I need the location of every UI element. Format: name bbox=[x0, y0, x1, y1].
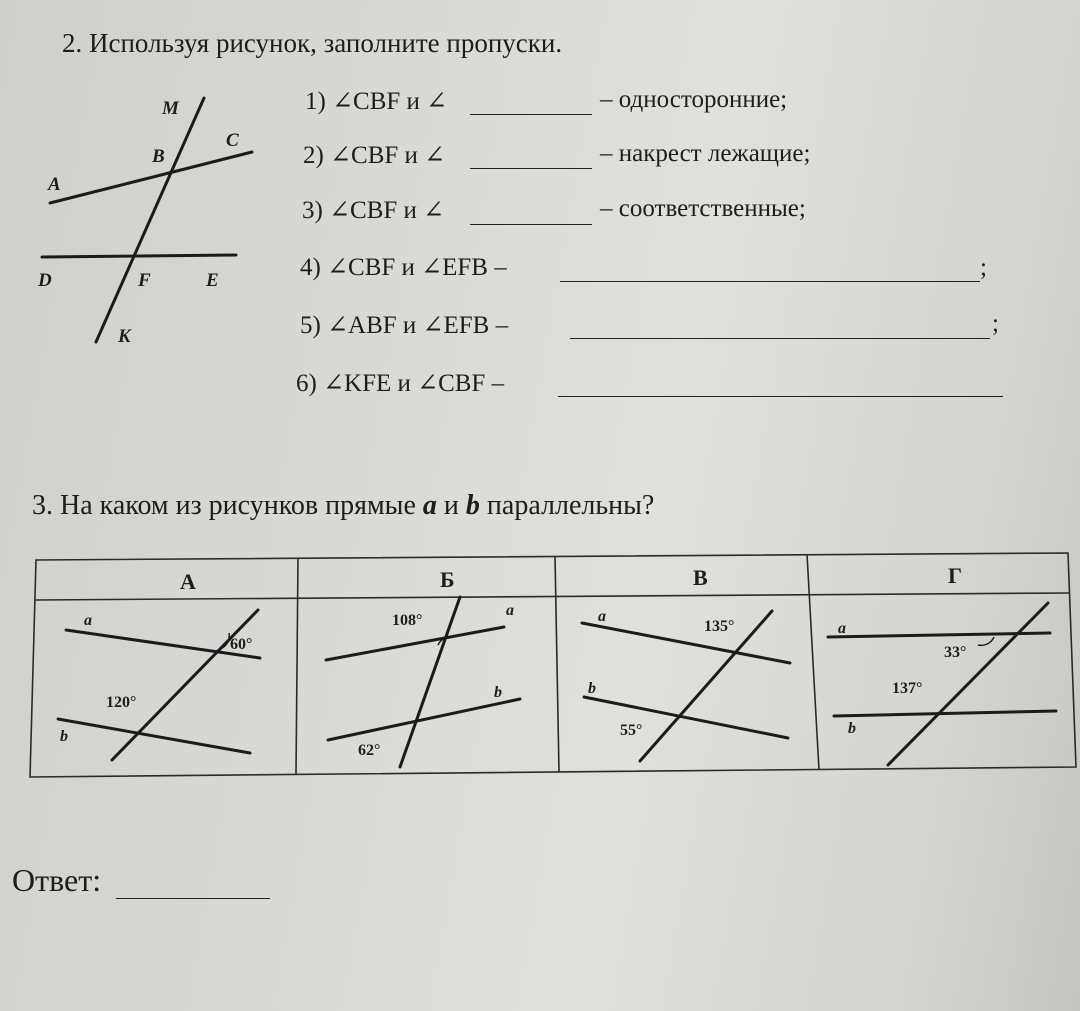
figure-a-lines bbox=[58, 610, 260, 760]
figure-g-arc bbox=[978, 637, 994, 645]
task3-table bbox=[0, 545, 1080, 785]
figure-b-label-b: b bbox=[494, 684, 502, 701]
item-3-blank[interactable] bbox=[470, 224, 592, 225]
label-a: A bbox=[48, 174, 61, 195]
label-f: F bbox=[138, 270, 151, 291]
item-4-suffix: ; bbox=[980, 254, 987, 281]
figure-b-lines bbox=[326, 597, 520, 767]
line-mk bbox=[96, 98, 204, 342]
label-c: C bbox=[226, 130, 239, 151]
item-1-blank[interactable] bbox=[470, 114, 592, 115]
figure-v-angle-1: 135° bbox=[704, 618, 735, 635]
task2-title: 2. Используя рисунок, заполните пропуски. bbox=[62, 28, 563, 58]
header-divider bbox=[35, 593, 1069, 600]
figure-a-angle-1: 60° bbox=[230, 636, 253, 653]
item-1: 1) ∠CBF и ∠ bbox=[305, 88, 448, 115]
item-4-blank[interactable] bbox=[560, 281, 980, 282]
item-5: 5) ∠ABF и ∠EFB – bbox=[300, 312, 509, 339]
item-3: 3) ∠CBF и ∠ bbox=[302, 197, 445, 224]
col-divider-1 bbox=[296, 558, 298, 774]
figure-b-angle-2: 62° bbox=[358, 742, 381, 759]
item-2-blank[interactable] bbox=[470, 168, 592, 169]
figure-g-label-b: b bbox=[848, 720, 856, 737]
figure-b-angle-1: 108° bbox=[392, 612, 423, 629]
answer-label: Ответ: bbox=[12, 862, 102, 898]
figure-b-label-a: a bbox=[506, 602, 514, 619]
item-2-suffix: – накрест лежащие; bbox=[600, 140, 811, 167]
figure-v-angle-2: 55° bbox=[620, 722, 643, 739]
header-g: Г bbox=[948, 563, 962, 588]
label-m: M bbox=[162, 98, 179, 119]
figure-v-label-a: a bbox=[598, 608, 606, 625]
figure-a-angle-2: 120° bbox=[106, 694, 137, 711]
figure-a-label-a: a bbox=[84, 612, 92, 629]
col-divider-2 bbox=[555, 556, 559, 772]
header-b: Б bbox=[440, 567, 455, 592]
figure-g-angle-1: 33° bbox=[944, 644, 967, 661]
figure-g-label-a: a bbox=[838, 620, 846, 637]
item-5-suffix: ; bbox=[992, 310, 999, 337]
item-3-suffix: – соответственные; bbox=[600, 195, 806, 222]
task3-title: 3. На каком из рисунков прямые a и b параллельны? bbox=[32, 490, 655, 521]
item-4: 4) ∠CBF и ∠EFB – bbox=[300, 254, 507, 281]
label-e: E bbox=[206, 270, 219, 291]
figure-v-lines bbox=[582, 611, 790, 761]
figure-g-lines bbox=[828, 603, 1056, 765]
line-ac bbox=[50, 152, 252, 203]
item-2: 2) ∠CBF и ∠ bbox=[303, 142, 446, 169]
answer-blank[interactable] bbox=[116, 898, 270, 899]
item-6: 6) ∠KFE и ∠CBF – bbox=[296, 370, 505, 397]
item-5-blank[interactable] bbox=[570, 338, 990, 339]
figure-a-label-b: b bbox=[60, 728, 68, 745]
header-v: В bbox=[693, 565, 708, 590]
figure-g-angle-2: 137° bbox=[892, 680, 923, 697]
header-a: А bbox=[180, 569, 196, 594]
label-d: D bbox=[38, 270, 52, 291]
label-b: B bbox=[152, 146, 165, 167]
col-divider-3 bbox=[807, 554, 819, 770]
figure-v-label-b: b bbox=[588, 680, 596, 697]
task2-figure bbox=[30, 90, 270, 350]
item-6-blank[interactable] bbox=[558, 396, 1003, 397]
item-1-suffix: – односторонние; bbox=[600, 86, 788, 113]
label-k: K bbox=[118, 326, 131, 347]
line-de bbox=[42, 255, 236, 257]
